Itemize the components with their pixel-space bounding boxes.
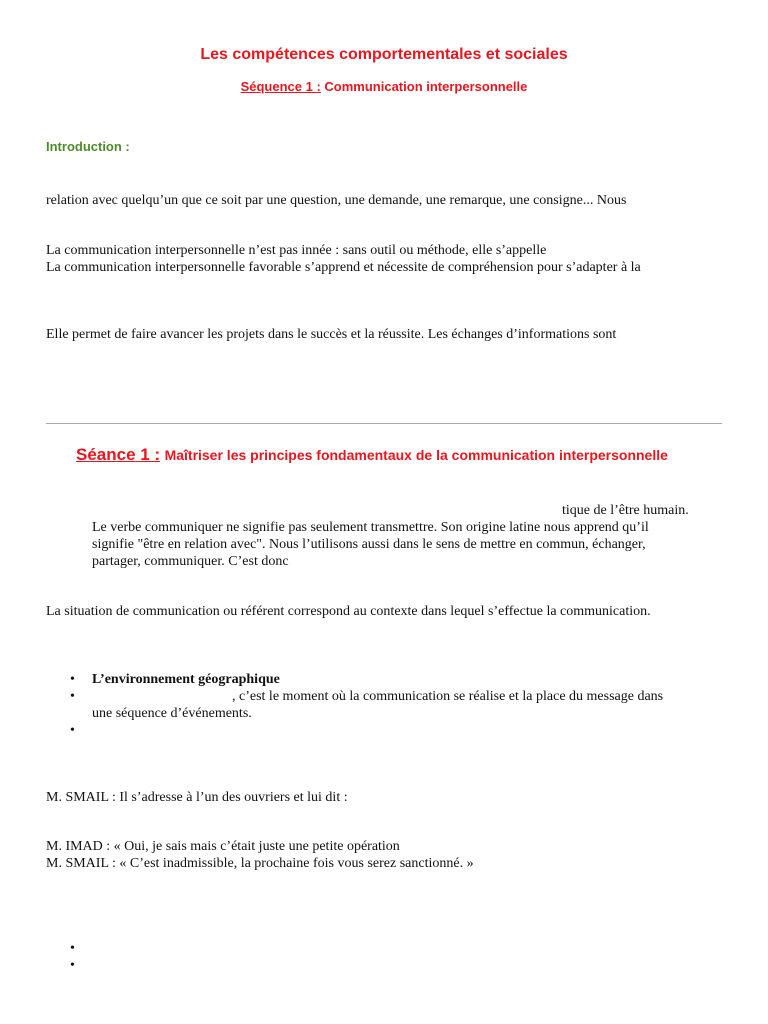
seance-heading [76, 445, 668, 465]
seance-paragraph-line-2: signifie "être en relation avec". Nous l’utilisons aussi dans le sens de mettre en commun, échanger, [92, 537, 646, 552]
sequence-subtitle [0, 79, 768, 94]
list-item-continuation: une séquence d’événements. [92, 706, 252, 721]
intro-paragraph-3: La communication interpersonnelle favorable s’apprend et nécessite de compréhension pour s’adapter à la [46, 260, 641, 275]
situation-paragraph: La situation de communication ou référent correspond au contexte dans lequel s’effectue la communication. [46, 604, 651, 619]
introduction-heading: Introduction : [46, 139, 130, 154]
seance-label: Séance 1 : [76, 445, 161, 464]
dialogue-line-2: M. IMAD : « Oui, je sais mais c’était juste une petite opération [46, 839, 400, 854]
seance-paragraph-line-1: Le verbe communiquer ne signifie pas seulement transmettre. Son origine latine nous apprend qu’il [92, 520, 649, 535]
seance-paragraph-fragment: tique de l’être humain. [562, 503, 689, 518]
list-item-text: L’environnement géographique [92, 672, 280, 687]
sequence-name: Communication interpersonnelle [320, 79, 528, 94]
intro-paragraph-2: La communication interpersonnelle n’est pas innée : sans outil ou méthode, elle s’appelle [46, 243, 547, 258]
document-title: Les compétences comportementales et sociales [200, 46, 568, 63]
section-divider [46, 423, 722, 424]
intro-paragraph-4: Elle permet de faire avancer les projets dans le succès et la réussite. Les échanges d’informations sont [46, 327, 617, 342]
seance-title: Maîtriser les principes fondamentaux de la communication interpersonnelle [164, 447, 668, 463]
bullet-icon: • [70, 689, 75, 704]
bullet-icon: • [70, 672, 75, 687]
bullet-icon: • [70, 941, 75, 956]
intro-paragraph-1: relation avec quelqu’un que ce soit par une question, une demande, une remarque, une consigne... Nous [46, 193, 627, 208]
sequence-label: Séquence 1 : [240, 79, 321, 94]
bullet-icon: • [70, 723, 75, 738]
dialogue-line-1: M. SMAIL : Il s’adresse à l’un des ouvriers et lui dit : [46, 790, 348, 805]
list-item-text: , c’est le moment où la communication se réalise et la place du message dans [232, 689, 664, 704]
seance-paragraph-line-3: partager, communiquer. C’est donc [92, 554, 289, 569]
bullet-icon: • [70, 958, 75, 973]
dialogue-line-3: M. SMAIL : « C’est inadmissible, la prochaine fois vous serez sanctionné. » [46, 856, 474, 871]
